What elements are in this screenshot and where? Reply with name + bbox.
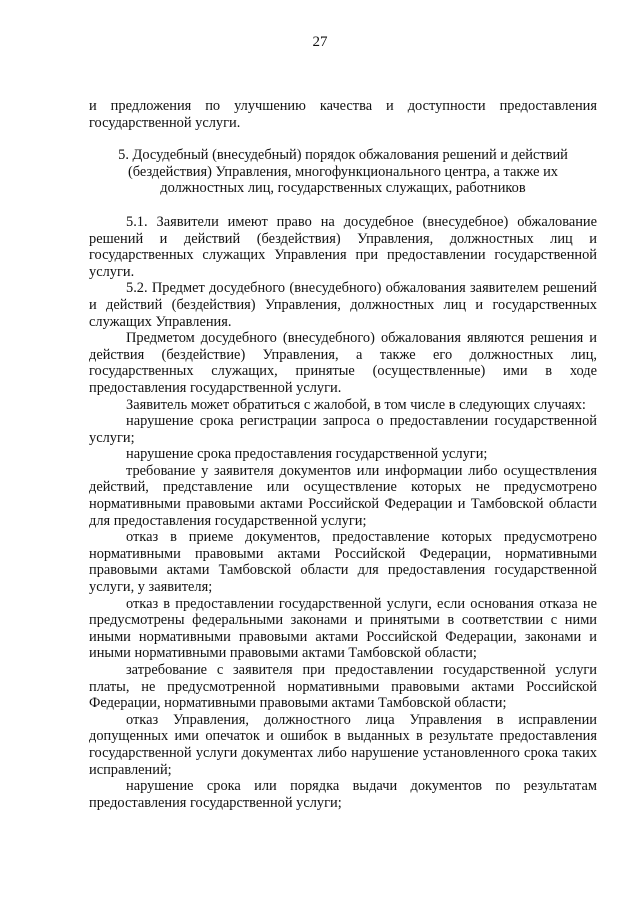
- list-item-registration-term: нарушение срока регистрации запроса о предоставлении государственной услуги;: [89, 413, 597, 446]
- paragraph-cases-intro: Заявитель может обратиться с жалобой, в том числе в следующих случаях:: [126, 396, 586, 413]
- list-item-issuance-violation: нарушение срока или порядка выдачи документов по результатам предоставления государственной услуги;: [89, 778, 597, 811]
- list-item-service-term: нарушение срока предоставления государственной услуги;: [126, 446, 488, 463]
- page-number: 27: [312, 34, 328, 50]
- paragraph-continuation: и предложения по улучшению качества и доступности предоставления государственной услуги.: [89, 98, 597, 131]
- paragraph-5-1: 5.1. Заявители имеют право на досудебное (внесудебное) обжалование решений и действий (бездействия) Управления, должностных лиц и государственных служащих Управления при предоставлении государственной услуги.: [89, 213, 597, 280]
- list-item-correction-refusal: отказ Управления, должностного лица Управления в исправлении допущенных ими опечаток и ошибок в выданных в результате предоставления государственной услуги документах либо нарушение установленного срока таких исправлений;: [89, 711, 597, 778]
- list-item-service-refusal: отказ в предоставлении государственной услуги, если основания отказа не предусмотрены федеральными законами и принятыми в соответствии с ними иными нормативными правовыми актами Российской Федерации, законами и иными нормативными правовыми актами Тамбовской области;: [89, 595, 597, 662]
- document-body: [89, 98, 597, 811]
- paragraph-5-2: 5.2. Предмет досудебного (внесудебного) обжалования заявителем решений и действий (бездействия) Управления, должностных лиц и государственных служащих Управления.: [89, 280, 597, 330]
- list-item-acceptance-refusal: отказ в приеме документов, предоставление которых предусмотрено нормативными правовыми актами Российской Федерации, нормативными правовыми актами Тамбовской области для предоставления государственной услуги, у заявителя;: [89, 529, 597, 596]
- section-heading: 5. Досудебный (внесудебный) порядок обжалования решений и действий (бездействия) Управления, многофункционального центра, а также их должностных лиц, государственных служащих, работников: [118, 147, 568, 197]
- list-item-document-requirement: требование у заявителя документов или информации либо осуществления действий, представление или осуществление которых не предусмотрено нормативными правовыми актами Российской Федерации и Тамбовской области для предоставления государственной услуги;: [89, 462, 597, 529]
- list-item-fee-demand: затребование с заявителя при предоставлении государственной услуги платы, не предусмотренной нормативными правовыми актами Российской Федерации, нормативными правовыми актами Тамбовской области;: [89, 662, 597, 712]
- paragraph-subject: Предметом досудебного (внесудебного) обжалования являются решения и действия (бездействие) Управления, а также его должностных лиц, государственных служащих, принятые (осуществленные) ими в ходе предоставления государственной услуги.: [89, 330, 597, 396]
